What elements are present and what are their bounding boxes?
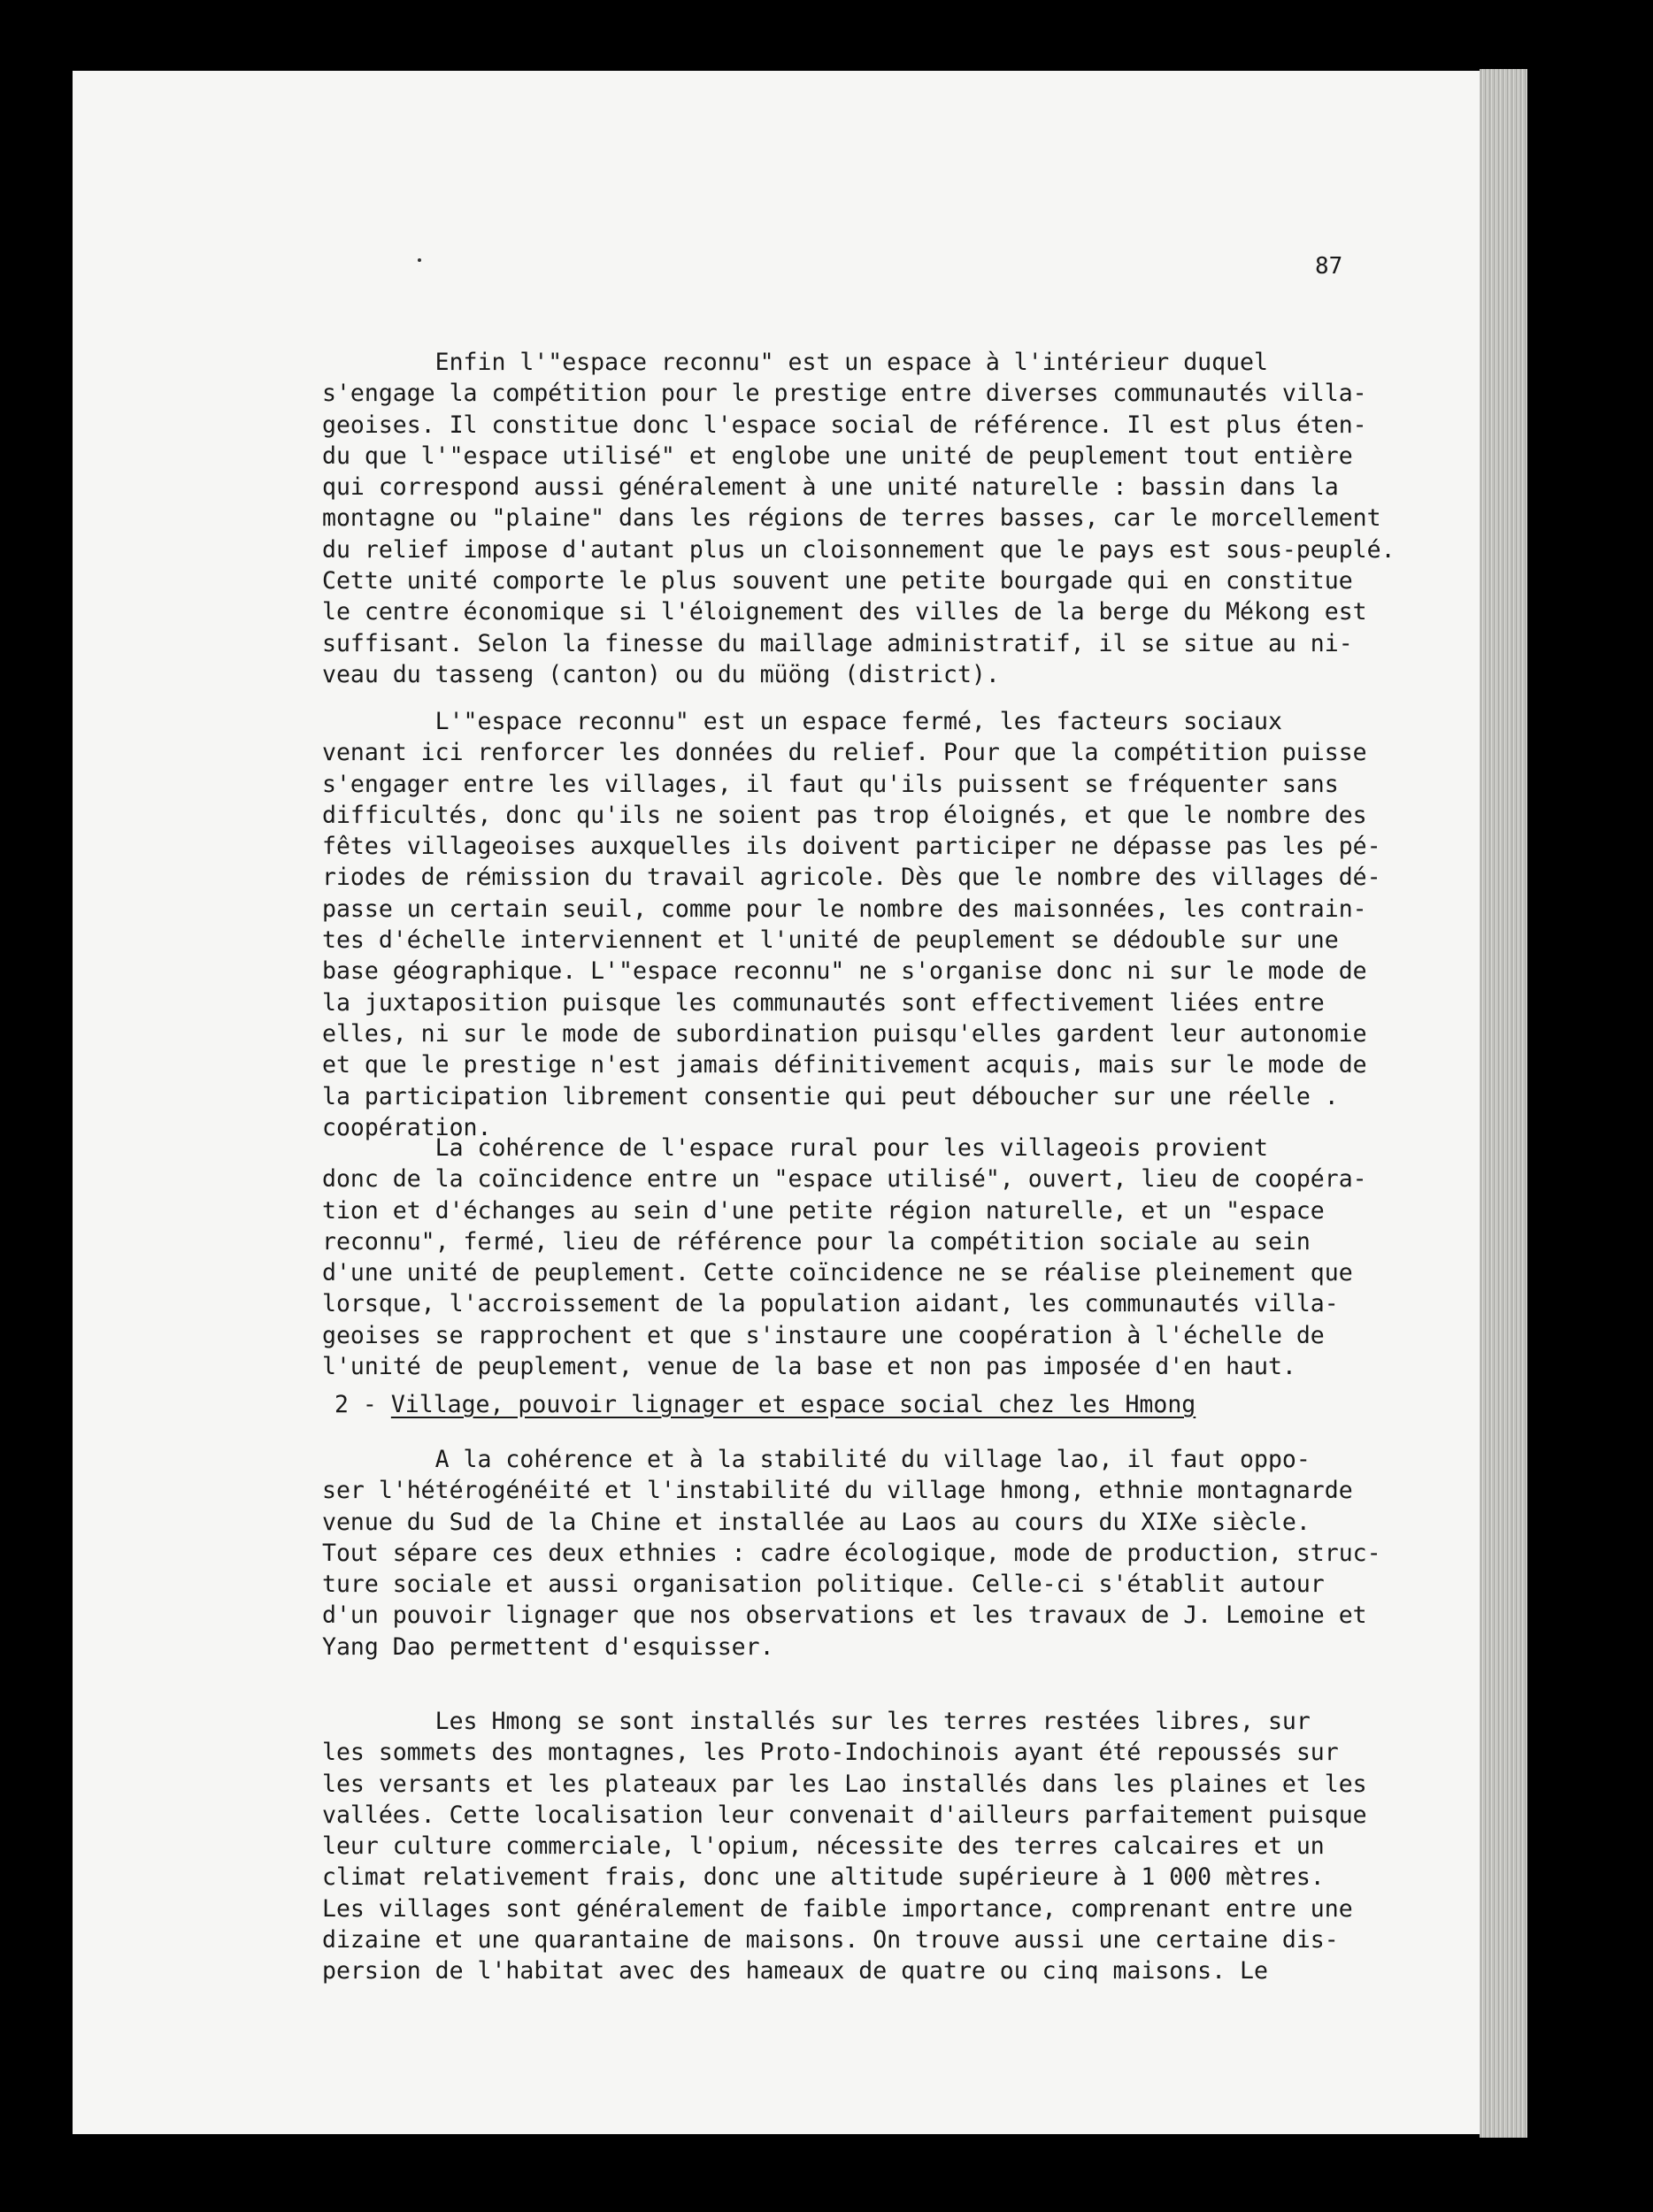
text-line: riodes de rémission du travail agricole. Dès que le nombre des villages dé- — [322, 864, 1381, 892]
page-speck — [418, 258, 421, 262]
text-line: lorsque, l'accroissement de la population aidant, les communautés villa- — [322, 1290, 1339, 1318]
text-line: donc de la coïncidence entre un "espace utilisé", ouvert, lieu de coopéra- — [322, 1165, 1367, 1194]
text-line: tes d'échelle interviennent et l'unité de peuplement se dédouble sur une — [322, 926, 1339, 955]
text-line: base géographique. L'"espace reconnu" ne s'organise donc ni sur le mode de — [322, 957, 1367, 986]
text-line: Les villages sont généralement de faible importance, comprenant entre une — [322, 1894, 1353, 1923]
text-line: fêtes villageoises auxquelles ils doivent participer ne dépasse pas les pé- — [322, 833, 1381, 861]
text-line: venue du Sud de la Chine et installée au Laos au cours du XIXe siècle. — [322, 1508, 1311, 1536]
text-line: elles, ni sur le mode de subordination puisqu'elles gardent leur autonomie — [322, 1019, 1367, 1048]
text-line: ture sociale et aussi organisation politique. Celle-ci s'établit autour — [322, 1571, 1325, 1599]
text-line: les versants et les plateaux par les Lao installés dans les plaines et les — [322, 1770, 1367, 1798]
text-line: le centre économique si l'éloignement des villes de la berge du Mékong est — [322, 598, 1367, 626]
text-line: La cohérence de l'espace rural pour les villageois provient — [322, 1134, 1268, 1162]
text-line: s'engage la compétition pour le prestige entre diverses communautés villa- — [322, 380, 1367, 408]
paragraph-hmong-intro — [322, 1444, 1402, 1663]
text-line: Les Hmong se sont installés sur les terres restées libres, sur — [322, 1708, 1311, 1735]
section-heading — [334, 1389, 1196, 1420]
text-line: geoises. Il constitue donc l'espace social de référence. Il est plus éten- — [322, 411, 1367, 439]
text-line: du que l'"espace utilisé" et englobe une unité de peuplement tout entière — [322, 442, 1353, 470]
text-line: ser l'hétérogénéité et l'instabilité du village hmong, ethnie montagnarde — [322, 1477, 1353, 1505]
text-line: Cette unité comporte le plus souvent une petite bourgade qui en constitue — [322, 567, 1353, 595]
text-line: geoises se rapprochent et que s'instaure une coopération à l'échelle de — [322, 1321, 1325, 1349]
section-title: Village, pouvoir lignager et espace social chez les Hmong — [390, 1391, 1196, 1418]
text-line: l'unité de peuplement, venue de la base et non pas imposée d'en haut. — [322, 1353, 1296, 1381]
text-line: A la cohérence et à la stabilité du village lao, il faut oppo- — [322, 1446, 1311, 1473]
paragraph-coherence — [322, 1133, 1402, 1382]
text-line: les sommets des montagnes, les Proto-Indochinois ayant été repoussés sur — [322, 1739, 1339, 1767]
text-line: difficultés, donc qu'ils ne soient pas trop éloignés, et que le nombre des — [322, 801, 1367, 829]
text-line: reconnu", fermé, lieu de référence pour la compétition sociale au sein — [322, 1227, 1311, 1256]
text-line: Yang Dao permettent d'esquisser. — [322, 1632, 774, 1661]
text-line: d'un pouvoir lignager que nos observations et les travaux de J. Lemoine et — [322, 1601, 1367, 1630]
text-line: coopération. — [322, 1113, 492, 1141]
document-page — [73, 71, 1506, 2134]
text-line: la juxtaposition puisque les communautés sont effectivement liées entre — [322, 988, 1325, 1017]
page-number: 87 — [1315, 253, 1343, 280]
text-line: et que le prestige n'est jamais définitivement acquis, mais sur le mode de — [322, 1051, 1367, 1079]
text-line: s'engager entre les villages, il faut qu'ils puissent se fréquenter sans — [322, 770, 1339, 798]
text-line: leur culture commerciale, l'opium, nécessite des terres calcaires et un — [322, 1832, 1325, 1861]
text-line: veau du tasseng (canton) ou du müöng (district). — [322, 660, 1000, 688]
text-line: Tout sépare ces deux ethnies : cadre écologique, mode de production, struc- — [322, 1539, 1381, 1567]
text-line: Enfin l'"espace reconnu" est un espace à l'intérieur duquel — [322, 349, 1268, 376]
text-line: vallées. Cette localisation leur convenait d'ailleurs parfaitement puisque — [322, 1801, 1367, 1829]
text-line: qui correspond aussi généralement à une unité naturelle : bassin dans la — [322, 473, 1339, 502]
text-line: du relief impose d'autant plus un cloisonnement que le pays est sous-peuplé. — [322, 535, 1395, 564]
text-line: venant ici renforcer les données du relief. Pour que la compétition puisse — [322, 739, 1367, 767]
text-line: montagne ou "plaine" dans les régions de terres basses, car le morcellement — [322, 504, 1381, 533]
section-number: 2 - — [334, 1391, 391, 1418]
paragraph-espace-reconnu — [322, 347, 1402, 690]
text-line: dizaine et une quarantaine de maisons. On trouve aussi une certaine dis- — [322, 1926, 1339, 1955]
text-line: d'une unité de peuplement. Cette coïncidence ne se réalise pleinement que — [322, 1259, 1353, 1287]
page-stack-edge — [1480, 69, 1527, 2138]
text-line: tion et d'échanges au sein d'une petite région naturelle, et un "espace — [322, 1196, 1325, 1225]
paragraph-espace-ferme — [322, 706, 1402, 1143]
text-line: persion de l'habitat avec des hameaux de quatre ou cinq maisons. Le — [322, 1957, 1268, 1985]
text-line: passe un certain seuil, comme pour le nombre des maisonnées, les contrain- — [322, 895, 1367, 923]
text-line: la participation librement consentie qui peut déboucher sur une réelle . — [322, 1082, 1339, 1110]
paragraph-hmong-installation — [322, 1706, 1402, 1987]
text-line: suffisant. Selon la finesse du maillage administratif, il se situe au ni- — [322, 629, 1353, 657]
text-line: climat relativement frais, donc une altitude supérieure à 1 000 mètres. — [322, 1863, 1325, 1892]
text-line: L'"espace reconnu" est un espace fermé, les facteurs sociaux — [322, 708, 1282, 735]
